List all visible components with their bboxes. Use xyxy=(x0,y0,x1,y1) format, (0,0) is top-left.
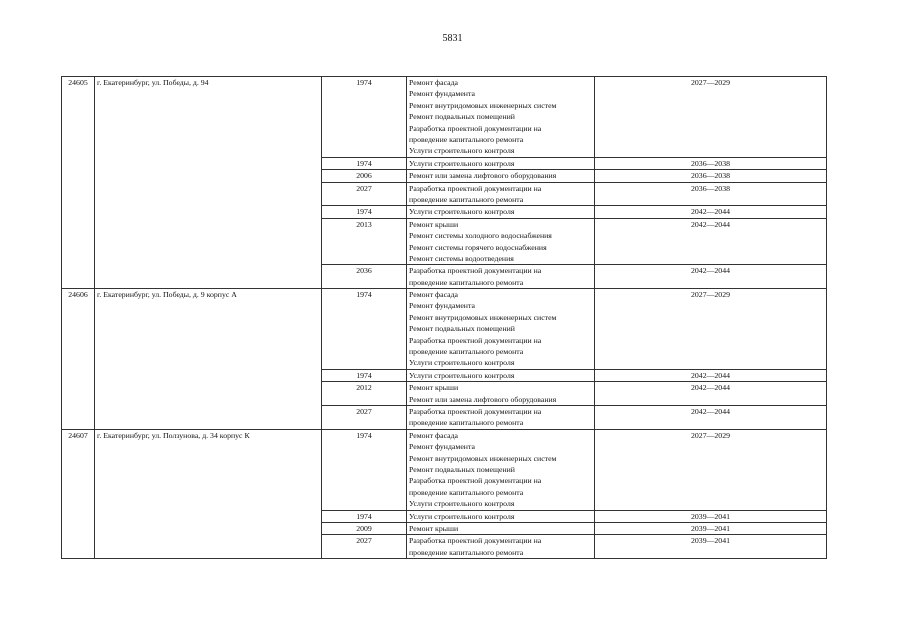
table-row xyxy=(62,77,827,158)
work-item: Услуги строительного контроля xyxy=(409,146,515,156)
work-item: Услуги строительного контроля xyxy=(409,207,515,217)
work-item: Ремонт крыши xyxy=(409,219,459,229)
work-item: Ремонт фундамента xyxy=(409,301,475,311)
row-number: 24606 xyxy=(62,289,95,430)
period-cell: 2042—2044 xyxy=(595,369,827,381)
repair-schedule-table xyxy=(61,76,827,559)
period-cell: 2042—2044 xyxy=(595,265,827,289)
year-cell: 1974 xyxy=(322,429,407,510)
work-item: Ремонт подвальных помещений xyxy=(409,324,515,334)
work-item: Ремонт или замена лифтового оборудования xyxy=(409,394,557,404)
works-cell xyxy=(407,429,595,510)
work-item: Ремонт подвальных помещений xyxy=(409,112,515,122)
works-cell xyxy=(407,218,595,265)
year-cell: 2027 xyxy=(322,406,407,430)
period-cell: 2039—2041 xyxy=(595,535,827,559)
work-item: Разработка проектной документации на xyxy=(409,407,542,416)
year-cell: 2036 xyxy=(322,265,407,289)
address-cell: г. Екатеринбург, ул. Победы, д. 94 xyxy=(95,77,322,289)
work-item: Ремонт крыши xyxy=(409,383,459,393)
works-cell xyxy=(407,406,595,430)
period-cell: 2036—2038 xyxy=(595,170,827,182)
period-cell: 2027—2029 xyxy=(595,77,827,158)
address-cell: г. Екатеринбург, ул. Ползунова, д. 34 корпус К xyxy=(95,429,322,558)
works-cell xyxy=(407,77,595,158)
row-number: 24607 xyxy=(62,429,95,558)
work-item: Ремонт подвальных помещений xyxy=(409,464,515,474)
period-cell: 2042—2044 xyxy=(595,218,827,265)
works-cell xyxy=(407,157,595,169)
period-cell: 2027—2029 xyxy=(595,429,827,510)
works-cell xyxy=(407,369,595,381)
work-item: проведение капитального ремонта xyxy=(409,547,524,557)
work-item: Разработка проектной документации на xyxy=(409,335,542,345)
period-cell: 2036—2038 xyxy=(595,182,827,206)
work-item: Разработка проектной документации на xyxy=(409,476,542,486)
works-cell xyxy=(407,510,595,522)
work-item: проведение капитального ремонта xyxy=(409,347,524,357)
year-cell: 2009 xyxy=(322,522,407,534)
work-item: Ремонт фасада xyxy=(409,430,459,440)
work-item: Ремонт внутридомовых инженерных систем xyxy=(409,453,557,463)
works-cell xyxy=(407,170,595,182)
work-item: Ремонт фасада xyxy=(409,290,459,300)
works-cell xyxy=(407,182,595,206)
period-cell: 2042—2044 xyxy=(595,206,827,218)
work-item: проведение капитального ремонта xyxy=(409,134,524,144)
work-item: Ремонт фундамента xyxy=(409,442,475,452)
work-item: Разработка проектной документации на xyxy=(409,266,542,276)
table-body xyxy=(62,77,827,559)
work-item: Услуги строительного контроля xyxy=(409,511,515,521)
period-cell: 2036—2038 xyxy=(595,157,827,169)
work-item: проведение капитального ремонта xyxy=(409,277,524,287)
table-row xyxy=(62,429,827,510)
period-cell: 2027—2029 xyxy=(595,289,827,370)
work-item: Услуги строительного контроля xyxy=(409,370,515,380)
work-item: Ремонт фасада xyxy=(409,78,459,87)
works-cell xyxy=(407,265,595,289)
year-cell: 1974 xyxy=(322,157,407,169)
work-item: проведение капитального ремонта xyxy=(409,418,524,428)
work-item: Разработка проектной документации на xyxy=(409,183,542,193)
works-cell xyxy=(407,522,595,534)
work-item: Ремонт системы горячего водоснабжения xyxy=(409,242,547,252)
year-cell: 2027 xyxy=(322,535,407,559)
year-cell: 1974 xyxy=(322,369,407,381)
page-number: 5831 xyxy=(442,33,463,44)
work-item: Ремонт системы холодного водоснабжения xyxy=(409,231,552,241)
work-item: Ремонт или замена лифтового оборудования xyxy=(409,171,557,181)
work-item: Разработка проектной документации на xyxy=(409,123,542,133)
work-item: Ремонт крыши xyxy=(409,523,459,533)
year-cell: 1974 xyxy=(322,289,407,370)
work-item: проведение капитального ремонта xyxy=(409,194,524,204)
work-item: Ремонт фундамента xyxy=(409,89,475,99)
work-item: Услуги строительного контроля xyxy=(409,499,515,509)
work-item: Услуги строительного контроля xyxy=(409,358,515,368)
address-cell: г. Екатеринбург, ул. Победы, д. 9 корпус А xyxy=(95,289,322,430)
year-cell: 2013 xyxy=(322,218,407,265)
year-cell: 2006 xyxy=(322,170,407,182)
table-row xyxy=(62,289,827,370)
work-item: Разработка проектной документации на xyxy=(409,536,542,546)
period-cell: 2042—2044 xyxy=(595,382,827,406)
works-cell xyxy=(407,535,595,559)
year-cell: 2012 xyxy=(322,382,407,406)
period-cell: 2039—2041 xyxy=(595,510,827,522)
work-item: Услуги строительного контроля xyxy=(409,158,515,168)
year-cell: 1974 xyxy=(322,510,407,522)
works-cell xyxy=(407,382,595,406)
works-cell xyxy=(407,206,595,218)
year-cell: 2027 xyxy=(322,182,407,206)
work-item: Ремонт внутридомовых инженерных систем xyxy=(409,312,557,322)
year-cell: 1974 xyxy=(322,77,407,158)
year-cell: 1974 xyxy=(322,206,407,218)
work-item: Ремонт внутридомовых инженерных систем xyxy=(409,100,557,110)
period-cell: 2042—2044 xyxy=(595,406,827,430)
work-item: проведение капитального ремонта xyxy=(409,487,524,497)
row-number: 24605 xyxy=(62,77,95,289)
works-cell xyxy=(407,289,595,370)
period-cell: 2039—2041 xyxy=(595,522,827,534)
work-item: Ремонт системы водоотведения xyxy=(409,253,514,263)
